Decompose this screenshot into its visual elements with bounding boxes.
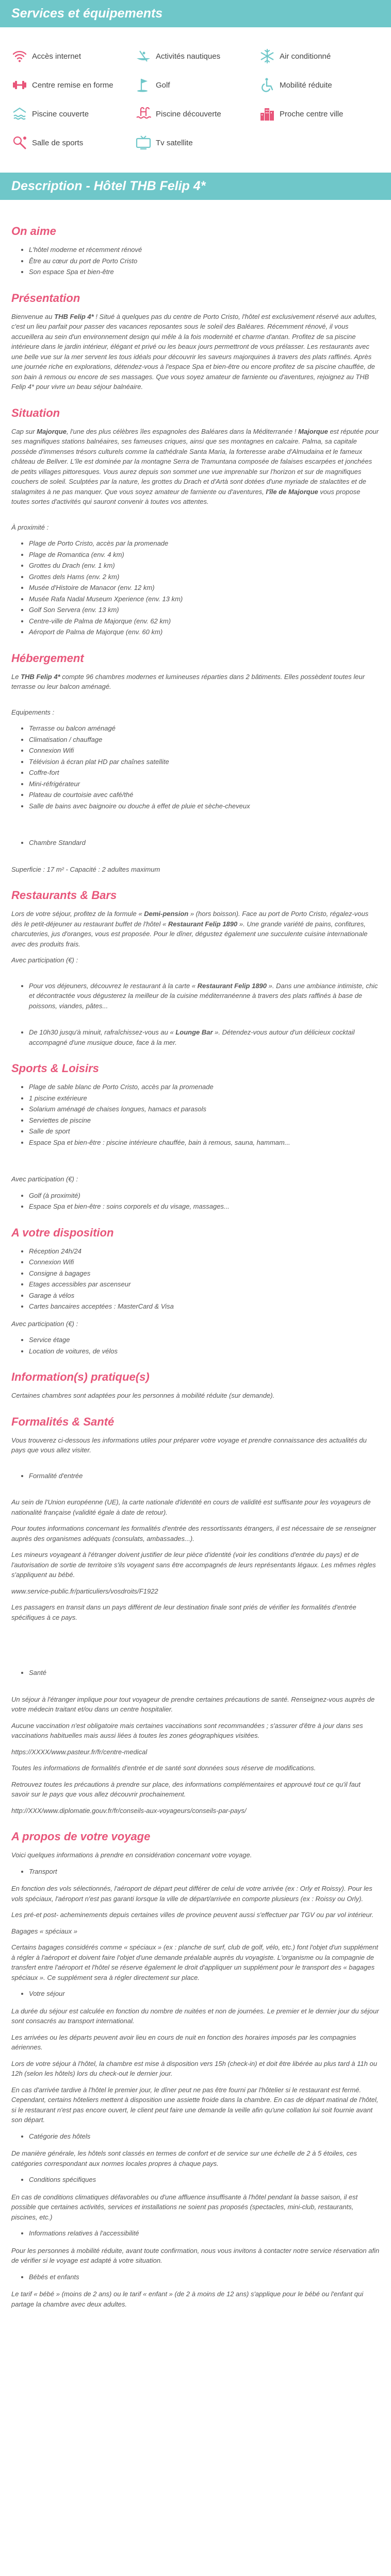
list-item: • Etages accessibles par ascenseur [29, 1279, 380, 1290]
list-item: • De 10h30 jusqu'à minuit, rafraîchissez-vous au « Lounge Bar ». Détendez-vous autour d'un délicieux cocktail accompagné d'une musique douce, face à la mer. [29, 1027, 380, 1047]
propos-text-5: Certains bagages considérés comme « spéciaux » (ex : planche de surf, club de golf, vélo, etc.) font l'objet d'un supplément à régler à l'aéroport et doivent faire l'objet d'une demande préalable auprès du voyagiste. L'organisme ou la compagnie de transfert entre l'aéroport et l'hôtel se réserve également le droit d'appliquer un supplément pour le transport des « bagages spéciaux ». Ce supplément sera à régler directement sur place. [11, 1943, 378, 1981]
situation-text: Cap sur Majorque, l'une des plus célèbres îles espagnoles des Baléares dans la Méditerranée ! Majorque est réputée pour ses magnifiques stations balnéaires, ses fameuses criques, ainsi que ses montagnes en calcaire. Palma, sa capitale possède d'immenses trésors culturels comme la cathédrale Santa Maria, la forteresse arabe d'Almudaina et le fameux château de Bellver. L'île est dominée par la montagne Serra de Tramuntana composée de falaises escarpées et jonchées de petits villages pittoresques. Vous aurez depuis son sommet une vue imprenable sur l'horizon et sur de magnifiques couchers de soleil. Sculptées par la nature, les grottes du Drach et d'Artà sont dotées d'une myriade de stalactites et de stalagmites à ne pas manquer. Que vous soyez amateur de farniente ou d'aventures, l'île de Majorque vous propose toutes sortes d'activités qui sauront convenir à toutes vos attentes. [11, 427, 379, 505]
list-item: • Espace Spa et bien-être : soins corporels et du visage, massages... [29, 1201, 380, 1212]
service-item [11, 48, 131, 64]
list-item: • 1 piscine extérieure [29, 1093, 380, 1104]
presentation-heading: Présentation [11, 291, 80, 304]
service-label: Piscine découverte [156, 109, 221, 118]
service-item [259, 106, 379, 122]
sports-list [11, 1082, 380, 1147]
equipements-label: Equipements : [11, 708, 55, 716]
city-icon [259, 106, 275, 122]
list-item: • Serviettes de piscine [29, 1115, 380, 1126]
propos-conditions [11, 2175, 380, 2185]
list-item: • Formalité d'entrée [29, 1471, 380, 1481]
formalites-text-8: Aucune vaccination n'est obligatoire mais certaines vaccinations sont recommandées ; s'assurer d'être à jour dans ses vaccinations habituelles mais aussi liées à toutes les zones géographiques visitées. [11, 1721, 363, 1739]
onaime-heading: On aime [11, 225, 56, 238]
situation-heading: Situation [11, 406, 60, 419]
list-item: • Connexion Wifi [29, 1257, 380, 1267]
service-item [259, 77, 379, 93]
onaime-list [11, 245, 380, 277]
disposition-list [11, 1246, 380, 1312]
equipements-list [11, 723, 380, 811]
service-item [135, 48, 255, 64]
propos-text-10: De manière générale, les hôtels sont classés en termes de confort et de service sur une échelle de 2 à 5 étoiles, ces catégories correspondant aux normes locales propres à chaque pays. [11, 2149, 357, 2167]
pratiques-heading: Information(s) pratique(s) [11, 1370, 150, 1383]
list-item: • Centre-ville de Palma de Majorque (env. 62 km) [29, 616, 380, 626]
list-item: • Salle de sport [29, 1126, 380, 1137]
wifi-icon [11, 48, 28, 64]
presentation-text: Bienvenue au THB Felip 4* ! Situé à quelques pas du centre de Porto Cristo, l'hôtel est exclusivement réservé aux adultes, c'est un lieu parfait pour passer des vacances reposantes sous le soleil des Baléares. Récemment rénové, il vous accueillera au sein d'un environnement design qui mêle à la fois modernité et charme d'antan. Profitez de sa piscine intérieure dans le jardin intérieur, élégant et privé ou les beaux jours permettront de vous prélasser. Les restaurants avec une belle vue sur la mer servent les tous idéals pour découvrir les saveurs majorquines à travers des plats raffinés. Après une journée riche en explorations, détendez-vous à l'espace Spa et bien-être ou encore profitez de sa piscine chauffée, de son bain à remous ou encore de ses massages. Que vous soyez amateur de farniente ou d'aventures, rejoignez au THB Felip 4* pour vivre un beau séjour balnéaire. [11, 312, 377, 391]
list-item: • Chambre Standard [29, 838, 380, 848]
list-item: • Plage de Porto Cristo, accès par la promenade [29, 538, 380, 549]
sports-icon [11, 134, 28, 151]
formalites-entree [11, 1471, 380, 1481]
service-item [11, 77, 131, 93]
list-item: • Grottes du Drach (env. 1 km) [29, 561, 380, 571]
propos-text-6: La durée du séjour est calculée en fonction du nombre de nuitées et non de journées. Le premier et le dernier jour du séjour sont consacrés au transport international. [11, 2007, 379, 2025]
restaurants-paid-label: Avec participation (€) : [11, 956, 78, 964]
tv-icon [135, 134, 152, 151]
service-label: Accès internet [32, 52, 82, 61]
propos-transport [11, 1867, 380, 1877]
formalites-text-3: Pour toutes informations concernant les formalités d'entrée des ressortissants étrangers, il est nécessaire de se renseigner auprès des organismes adéquats (consulats, ambassades...). [11, 1524, 377, 1543]
formalites-heading: Formalités & Santé [11, 1415, 115, 1428]
list-item: • Plage de Romantica (env. 4 km) [29, 550, 380, 560]
propos-intro: Voici quelques informations à prendre en considération concernant votre voyage. [11, 1851, 252, 1859]
rooms-list [11, 838, 380, 848]
formalites-link-3[interactable]: http://XXX/www.diplomatie.gouv.fr/fr/conseils-aux-voyageurs/conseils-par-pays/ [11, 1806, 247, 1815]
formalites-intro: Vous trouverez ci-dessous les informations utiles pour préparer votre voyage et prendre connaissance des actualités du pays que vous allez visiter. [11, 1436, 367, 1454]
service-label: Centre remise en forme [32, 80, 113, 90]
formalites-link-2[interactable]: https://XXXX/www.pasteur.fr/fr/centre-medical [11, 1748, 148, 1756]
propos-text-11: En cas de conditions climatiques défavorables ou d'une affluence insuffisante à l'hôtel pendant la basse saison, il est possible que certaines activités, services et installations ne soient pas proposés (spectacles, mini-club, restaurants, piscines, etc.) [11, 2193, 358, 2221]
list-item: • Aéroport de Palma de Majorque (env. 60 km) [29, 627, 380, 637]
propos-text-3: Les pré-et post- acheminements depuis certaines villes de province peuvent aussi s'effectuer par TGV ou par vol intérieur. [11, 1911, 374, 1919]
pool-icon [135, 106, 152, 122]
propos-bebes [11, 2272, 380, 2282]
list-item: • Santé [29, 1668, 380, 1678]
restaurants-paid-list-1 [11, 981, 380, 1011]
list-item: • Bébés et enfants [29, 2272, 380, 2282]
superficie-text: Superficie : 17 m² - Capacité : 2 adultes maximum [11, 865, 160, 873]
formalites-text-4: Les mineurs voyageant à l'étranger doivent justifier de leur pièce d'identité (voir les conditions d'entrée du pays) et de l'autorisation de sortie de territoire s'ils voyagent sans être accompagnés de leurs représentants légaux. Les mêmes règles s'appliquent au bébé. [11, 1551, 376, 1579]
propos-text-7: Les arrivées ou les départs peuvent avoir lieu en cours de nuit en fonction des horaires imposés par les compagnies aériennes. [11, 2033, 356, 2051]
pratiques-text: Certaines chambres sont adaptées pour les personnes à mobilité réduite (sur demande). [11, 1392, 275, 1399]
list-item: • Musée d'Histoire de Manacor (env. 12 km) [29, 583, 380, 593]
list-item: • Plateau de courtoisie avec café/thé [29, 790, 380, 800]
formalites-text-10: Toutes les informations de formalités d'entrée et de santé sont données sous réserve de modifications. [11, 1764, 316, 1772]
disposition-paid-label: Avec participation (€) : [11, 1319, 78, 1328]
list-item: • Plage de sable blanc de Porto Cristo, accès par la promenade [29, 1082, 380, 1092]
pool-covered-icon [11, 106, 28, 122]
formalites-link-1[interactable]: www.service-public.fr/particuliers/vosdroits/F1922 [11, 1587, 158, 1595]
list-item: • Solarium aménagé de chaises longues, hamacs et parasols [29, 1104, 380, 1114]
list-item: • Musée Rafa Nadal Museum Xperience (env. 13 km) [29, 594, 380, 604]
snowflake-icon [259, 48, 275, 64]
list-item: • Salle de bains avec baignoire ou douche à effet de pluie et sèche-cheveux [29, 801, 380, 811]
list-item: • Votre séjour [29, 1989, 380, 1999]
list-item: • Location de voitures, de vélos [29, 1346, 380, 1357]
description-content [0, 200, 391, 2336]
proximite-list [11, 538, 380, 637]
list-item: • Climatisation / chauffage [29, 735, 380, 745]
restaurants-paid-list-2 [11, 1027, 380, 1047]
formalites-text-2: Au sein de l'Union européenne (UE), la carte nationale d'identité en cours de validité est suffisante pour les voyageurs de nationalité française (validité égale à date de retour). [11, 1498, 371, 1516]
hebergement-text: Le THB Felip 4* compte 96 chambres modernes et lumineuses réparties dans 2 bâtiments. Elles possèdent toutes leur terrasse ou leur balcon aménagé. [11, 672, 365, 690]
propos-text-2: En fonction des vols sélectionnés, l'aéroport de départ peut différer de celui de votre arrivée (ex : Orly et Roissy). Pour les vols spéciaux, l'aéroport n'est pas garanti lorsque la ville de départ/arrivée en comporte plusieurs (ex : Roissy ou Orly). [11, 1885, 372, 1903]
service-label: Salle de sports [32, 138, 84, 147]
list-item: • Réception 24h/24 [29, 1246, 380, 1257]
propos-text-4: Bagages « spéciaux » [11, 1927, 77, 1935]
propos-text-12: Pour les personnes à mobilité réduite, avant toute confirmation, nous vous invitons à contacter notre service réservation afin de vérifier si le voyage est adapté à votre situation. [11, 2246, 380, 2264]
restaurants-text: Lors de votre séjour, profitez de la formule « Demi-pension » (hors boisson). Face au port de Porto Cristo, régalez-vous dès le petit-déjeuner au restaurant buffet de l'hôtel « Restaurant Felip 1890 ». Une grande variété de pains, confitures, charcuteries, jus d'oranges, vous est proposée. Pour le dîner, dégustez également une succulente cuisine internationale avec des produits frais. [11, 910, 369, 948]
sports-heading: Sports & Loisirs [11, 1062, 99, 1075]
list-item: • Grottes dels Hams (env. 2 km) [29, 572, 380, 582]
service-item [135, 77, 255, 93]
description-banner: Description - Hôtel THB Felip 4* [0, 173, 391, 200]
hebergement-heading: Hébergement [11, 651, 84, 665]
propos-text-13: Le tarif « bébé » (moins de 2 ans) ou le tarif « enfant » (de 2 à moins de 12 ans) s'applique pour le bébé ou l'enfant qui partage la chambre avec deux adultes. [11, 2290, 364, 2308]
service-item [11, 106, 131, 122]
propos-accessibilite [11, 2228, 380, 2239]
list-item: • L'hôtel moderne et récemment rénové [29, 245, 380, 255]
list-item: • Terrasse ou balcon aménagé [29, 723, 380, 734]
service-label: Activités nautiques [156, 52, 221, 61]
service-item [259, 48, 379, 64]
services-section [0, 27, 391, 166]
service-item [135, 106, 255, 122]
list-item: • Conditions spécifiques [29, 2175, 380, 2185]
list-item: • Coffre-fort [29, 768, 380, 778]
dumbbell-icon [11, 77, 28, 93]
list-item: • Télévision à écran plat HD par chaînes satellite [29, 757, 380, 767]
list-item: • Golf Son Servera (env. 13 km) [29, 605, 380, 615]
formalites-text-6: Les passagers en transit dans un pays différent de leur destination finale sont priés de vérifier les formalités d'entrée spécifiques à ce pays. [11, 1603, 356, 1621]
restaurants-heading: Restaurants & Bars [11, 889, 117, 902]
canoe-icon [135, 48, 152, 64]
service-label: Mobilité réduite [280, 80, 332, 90]
wheelchair-icon [259, 77, 275, 93]
list-item: • Transport [29, 1867, 380, 1877]
services-banner: Services et équipements [0, 0, 391, 27]
propos-sejour [11, 1989, 380, 1999]
list-item: • Espace Spa et bien-être : piscine intérieure chauffée, bain à remous, sauna, hammam... [29, 1138, 380, 1148]
list-item: • Consigne à bagages [29, 1268, 380, 1279]
disposition-heading: A votre disposition [11, 1226, 114, 1239]
service-item [135, 134, 255, 151]
golf-icon [135, 77, 152, 93]
list-item: • Service étage [29, 1335, 380, 1345]
list-item: • Informations relatives à l'accessibilité [29, 2228, 380, 2239]
list-item: • Cartes bancaires acceptées : MasterCard & Visa [29, 1301, 380, 1312]
sports-paid-label: Avec participation (€) : [11, 1175, 78, 1183]
propos-categorie [11, 2131, 380, 2142]
list-item: • Pour vos déjeuners, découvrez le restaurant à la carte « Restaurant Felip 1890 ». Dans une ambiance intimiste, chic et décontractée vous dégusterez la meilleur de la cuisine méditerranéenne à travers des plats raffinés à base de poissons, viandes, pâtes... [29, 981, 380, 1011]
propos-heading: A propos de votre voyage [11, 1830, 151, 1843]
propos-text-9: En cas d'arrivée tardive à l'hôtel le premier jour, le dîner peut ne pas être fourni par l'hôtelier si le restaurant est fermé. Cependant, certains hôteliers mettent à disposition une assiette froide dans la chambre. En cas de départ matinal de l'hôtel, si le restaurant n'est pas encore ouvert, le client peut faire une demande la veille afin qu'une collation lui soit fournie avant son départ. [11, 2086, 379, 2124]
sports-paid-list [11, 1191, 380, 1212]
formalites-sante [11, 1668, 380, 1678]
service-label: Piscine couverte [32, 109, 89, 118]
service-label: Proche centre ville [280, 109, 344, 118]
list-item: • Catégorie des hôtels [29, 2131, 380, 2142]
list-item: • Golf (à proximité) [29, 1191, 380, 1201]
list-item: • Connexion Wifi [29, 745, 380, 756]
list-item: • Mini-réfrigérateur [29, 779, 380, 789]
formalites-text-11: Retrouvez toutes les précautions à prendre sur place, des informations complémentaires et approuvé tout ce qu'il faut savoir sur le pays que vous allez découvrir prochainement. [11, 1780, 361, 1798]
service-label: Air conditionné [280, 52, 331, 61]
service-label: Golf [156, 80, 170, 90]
disposition-paid-list [11, 1335, 380, 1356]
list-item: • Son espace Spa et bien-être [29, 267, 380, 277]
proximite-label: À proximité : [11, 523, 49, 531]
list-item: • Être au cœur du port de Porto Cristo [29, 256, 380, 266]
formalites-text-7: Un séjour à l'étranger implique pour tout voyageur de prendre certaines précautions de santé. Renseignez-vous auprès de votre médecin traitant et/ou dans un centre hospitalier. [11, 1695, 375, 1713]
list-item: • Garage à vélos [29, 1291, 380, 1301]
propos-text-8: Lors de votre séjour à l'hôtel, la chambre est mise à disposition vers 15h (check-in) et doit être libérée au plus tard à 11h ou 12h (selon les hôtels) lors du check-out le dernier jour. [11, 2059, 377, 2077]
service-item [11, 134, 131, 151]
services-grid [11, 48, 380, 151]
service-label: Tv satellite [156, 138, 193, 147]
